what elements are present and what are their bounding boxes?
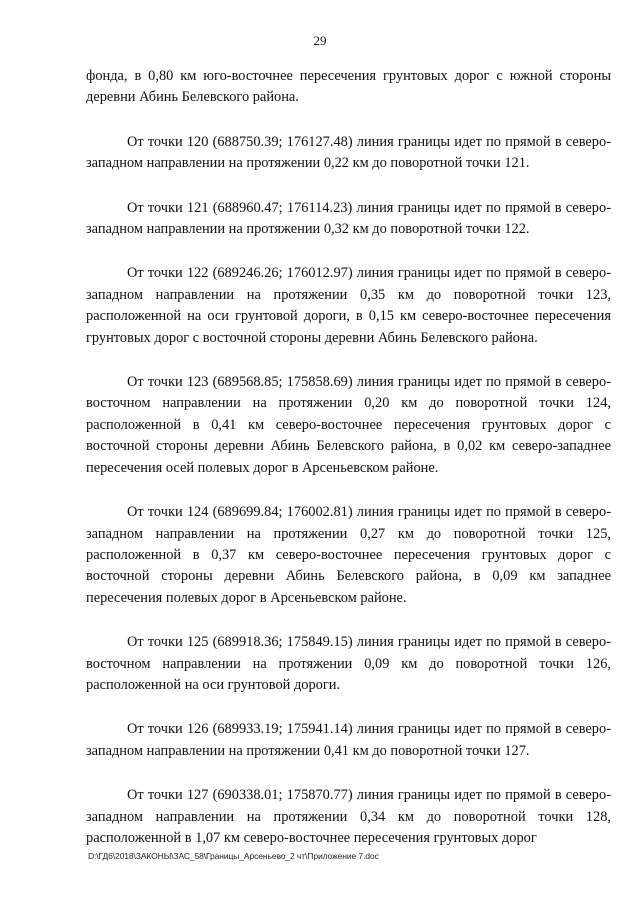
page-number: 29	[313, 33, 327, 48]
paragraph-point-127: От точки 127 (690338.01; 175870.77) линия границы идет по прямой в северо-западном направлении на протяжении 0,34 км до поворотной точки 128, расположенной в 1,07 км северо-восточнее пересечения грунтовых дорог	[86, 787, 611, 846]
document-body	[86, 66, 611, 872]
paragraph-point-125: От точки 125 (689918.36; 175849.15) линия границы идет по прямой в северо-восточном направлении на протяжении 0,09 км до поворотной точки 126, расположенной на оси грунтовой дороги.	[86, 634, 611, 693]
paragraph-point-126: От точки 126 (689933.19; 175941.14) линия границы идет по прямой в северо-западном направлении на протяжении 0,41 км до поворотной точки 127.	[86, 721, 611, 759]
paragraph-point-121: От точки 121 (688960.47; 176114.23) линия границы идет по прямой в северо-западном направлении на протяжении 0,32 км до поворотной точки 122.	[86, 199, 611, 238]
footer-file-path: D:\ГД6\2018\ЗАКОНЫ\ЗАС_58\Границы_Арсеньево_2 чт\Приложение 7.doc	[88, 851, 379, 861]
paragraph-point-124: От точки 124 (689699.84; 176002.81) линия границы идет по прямой в северо-западном направлении на протяжении 0,27 км до поворотной точки 125, расположенной в 0,37 км северо-восточнее пересечения грунтовых дорог с восточной стороны деревни Абинь Белевского района, в 0,09 км западнее пересечения полевых дорог в Арсеньевском районе.	[86, 504, 611, 606]
paragraph-point-120: От точки 120 (688750.39; 176127.48) линия границы идет по прямой в северо-западном направлении на протяжении 0,22 км до поворотной точки 121.	[86, 133, 611, 172]
paragraph-point-122: От точки 122 (689246.26; 176012.97) линия границы идет по прямой в северо-западном направлении на протяжении 0,35 км до поворотной точки 123, расположенной на оси грунтовой дороги, в 0,15 км северо-восточнее пересечения грунтовых дорог с восточной стороны деревни Абинь Белевского района.	[86, 265, 611, 346]
paragraph-point-123: От точки 123 (689568.85; 175858.69) линия границы идет по прямой в северо-восточном направлении на протяжении 0,20 км до поворотной точки 124, расположенной в 0,41 км северо-восточнее пересечения грунтовых дорог с восточной стороны деревни Абинь Белевского района, в 0,02 км северо-западнее пересечения осей полевых дорог в Арсеньевском районе.	[86, 374, 611, 476]
paragraph-continuation: фонда, в 0,80 км юго-восточнее пересечения грунтовых дорог с южной стороны деревни Абинь Белевского района.	[86, 68, 611, 106]
